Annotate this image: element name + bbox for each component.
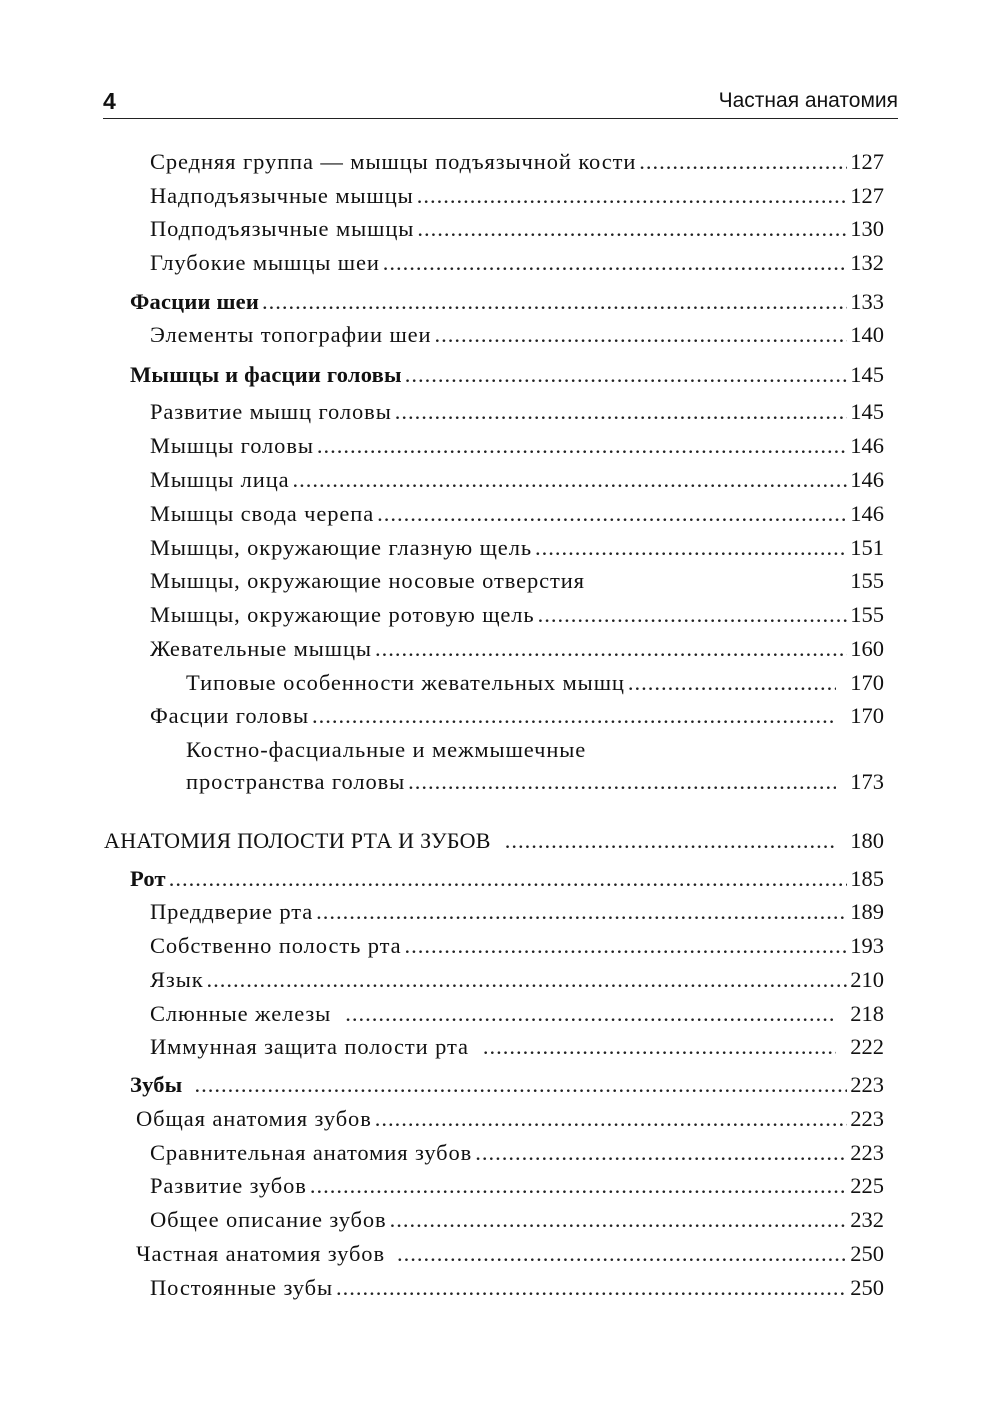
- toc-entry-title: Фасции головы: [150, 703, 310, 728]
- toc-entry-page: 127: [850, 183, 884, 208]
- toc-leader-dots: [390, 1206, 848, 1234]
- toc-leader-dots: [538, 601, 848, 629]
- toc-entry-page: 146: [850, 467, 884, 492]
- toc-leader-dots: [262, 288, 847, 316]
- toc-leader-dots: [312, 702, 836, 730]
- toc-entry-title: Развитие мышц головы: [150, 399, 392, 424]
- toc-entry-page: 232: [850, 1207, 884, 1232]
- toc-entry-title: Рот: [130, 866, 166, 891]
- toc-leader-dots: [417, 182, 848, 210]
- toc-entry-title: Слюнные железы: [150, 1001, 332, 1026]
- toc-leader-dots: [475, 1139, 847, 1167]
- toc-entry-title: Мышцы головы: [150, 433, 314, 458]
- toc-entry[interactable]: [150, 1139, 884, 1167]
- toc-entry-title: Сравнительная анатомия зубов: [150, 1140, 473, 1165]
- toc-entry-title: Мышцы и фасции головы: [130, 362, 402, 387]
- toc-entry-title: Язык: [150, 967, 204, 992]
- toc-section-title: АНАТОМИЯ ПОЛОСТИ РТА И ЗУБОВ: [104, 828, 491, 853]
- toc-entry[interactable]: [150, 215, 884, 243]
- toc-entry-page: 146: [850, 433, 884, 458]
- toc-entry[interactable]: [150, 249, 884, 277]
- toc-entry[interactable]: [150, 601, 884, 629]
- toc-entry[interactable]: [150, 398, 884, 426]
- toc-leader-dots: [207, 966, 848, 994]
- toc-entry-title: Средняя группа — мышцы подъязычной кости: [150, 149, 637, 174]
- toc-leader-dots: [345, 1000, 836, 1028]
- toc-leader-dots: [375, 1105, 848, 1133]
- toc-entry[interactable]: [136, 1105, 884, 1133]
- running-title: Частная анатомия: [718, 89, 898, 112]
- toc-entry[interactable]: [150, 567, 884, 595]
- toc-entry-page: 222: [850, 1034, 884, 1059]
- toc-entry-subsection[interactable]: [130, 288, 884, 316]
- toc-entry-page: 218: [850, 1001, 884, 1026]
- toc-entry-page: 185: [850, 866, 884, 891]
- toc-entry-title: Надподъязычные мышцы: [150, 183, 414, 208]
- toc-entry-page: 189: [850, 899, 884, 924]
- toc-entry-page: 180: [850, 828, 884, 853]
- toc-entry-title: Общая анатомия зубов: [136, 1106, 372, 1131]
- toc-entry-page: 151: [850, 535, 884, 560]
- toc-entry[interactable]: [150, 966, 884, 994]
- toc-leader-dots: [535, 534, 847, 562]
- toc-entry-title: Мышцы, окружающие носовые отверстия: [150, 568, 585, 593]
- toc-leader-dots: [483, 1033, 836, 1061]
- toc-entry[interactable]: [150, 321, 884, 349]
- toc-entry[interactable]: [150, 702, 884, 730]
- toc-entry-title: Мышцы лица: [150, 467, 290, 492]
- toc-entry-page: 155: [850, 602, 884, 627]
- toc-entry-title: Постоянные зубы: [150, 1275, 333, 1300]
- toc-leader-dots: [336, 1274, 847, 1302]
- toc-entry-page: 250: [850, 1275, 884, 1300]
- toc-leader-dots: [194, 1071, 847, 1099]
- toc-entry-page: 223: [850, 1140, 884, 1165]
- toc-entry[interactable]: [150, 1206, 884, 1234]
- toc-entry-page: 170: [850, 703, 884, 728]
- toc-leader-dots: [639, 148, 847, 176]
- toc-entry-title: Частная анатомия зубов: [136, 1241, 385, 1266]
- toc-entry-section[interactable]: [104, 827, 884, 855]
- toc-entry-title-line2: пространства головы: [186, 769, 406, 794]
- toc-entry-title: Элементы топографии шеи: [150, 322, 432, 347]
- toc-entry-page: 210: [850, 967, 884, 992]
- toc-entry-title: Мышцы, окружающие ротовую щель: [150, 602, 535, 627]
- toc-entry[interactable]: [150, 1274, 884, 1302]
- toc-entry-page: 132: [850, 250, 884, 275]
- toc-leader-dots: [395, 398, 848, 426]
- toc-entry-page: 145: [850, 399, 884, 424]
- toc-entry-title: Зубы: [130, 1072, 183, 1097]
- toc-entry-title: Мышцы свода черепа: [150, 501, 375, 526]
- toc-leader-dots: [408, 768, 836, 796]
- toc-entry[interactable]: [150, 1172, 884, 1200]
- toc-entry-title: Иммунная защита полости рта: [150, 1034, 469, 1059]
- toc-entry-page: 140: [850, 322, 884, 347]
- toc-entry[interactable]: [186, 768, 884, 796]
- toc-entry[interactable]: [136, 1240, 884, 1268]
- toc-leader-dots: [397, 1240, 847, 1268]
- toc-entry-subsection[interactable]: [130, 361, 884, 389]
- toc-entry-page: 223: [850, 1072, 884, 1097]
- toc-entry-page: 133: [850, 289, 884, 314]
- toc-entry-page: 193: [850, 933, 884, 958]
- toc-leader-dots: [405, 361, 848, 389]
- toc-leader-dots: [317, 432, 847, 460]
- toc-entry-title: Жевательные мышцы: [150, 636, 372, 661]
- toc-entry-page: 146: [850, 501, 884, 526]
- toc-entry-title: Собственно полость рта: [150, 933, 402, 958]
- toc-entry-page: 250: [850, 1241, 884, 1266]
- toc-entry-title: Общее описание зубов: [150, 1207, 387, 1232]
- toc-entry[interactable]: [150, 500, 884, 528]
- toc-entry-page: 127: [850, 149, 884, 174]
- toc-entry[interactable]: [150, 898, 884, 926]
- toc-entry-subsection[interactable]: [130, 1071, 884, 1099]
- toc-entry-title-line1: Костно-фасциальные и межмышечные: [186, 737, 587, 762]
- page-number: 4: [103, 88, 116, 114]
- toc-leader-dots: [628, 669, 836, 697]
- toc-entry-page: 155: [850, 568, 884, 593]
- toc-leader-dots: [417, 215, 847, 243]
- toc-entry-page: 145: [850, 362, 884, 387]
- toc-entry-title: Типовые особенности жевательных мышц: [186, 670, 625, 695]
- toc-entry-page: 225: [850, 1173, 884, 1198]
- toc-entry[interactable]: [186, 669, 884, 697]
- toc-leader-dots: [316, 898, 847, 926]
- toc-leader-dots: [383, 249, 847, 277]
- toc-entry-title: Развитие зубов: [150, 1173, 307, 1198]
- toc-entry-title: Подподъязычные мышцы: [150, 216, 415, 241]
- toc-entry-page: 173: [850, 769, 884, 794]
- toc-entry-page: 130: [850, 216, 884, 241]
- toc-entry[interactable]: [150, 932, 884, 960]
- toc-entry[interactable]: [150, 466, 884, 494]
- toc-entry[interactable]: [150, 432, 884, 460]
- toc-leader-dots: [293, 466, 848, 494]
- toc-entry[interactable]: [150, 635, 884, 663]
- toc-leader-dots: [405, 932, 848, 960]
- toc-leader-dots: [169, 865, 847, 893]
- toc-entry-title: Глубокие мышцы шеи: [150, 250, 380, 275]
- toc-entry-title: Фасции шеи: [130, 289, 260, 314]
- toc-leader-dots: [377, 500, 847, 528]
- toc-entry[interactable]: [150, 1033, 884, 1061]
- toc-leader-dots: [435, 321, 848, 349]
- toc-entry-subsection[interactable]: [130, 865, 884, 893]
- toc-leader-dots: [310, 1172, 847, 1200]
- toc-entry-title: Мышцы, окружающие глазную щель: [150, 535, 532, 560]
- toc-leader-dots: [375, 635, 847, 663]
- toc-entry-page: 160: [850, 636, 884, 661]
- toc-entry-page: 223: [850, 1106, 884, 1131]
- toc-entry-page: 170: [850, 670, 884, 695]
- toc-entry[interactable]: [150, 534, 884, 562]
- toc-leader-dots: [505, 827, 836, 855]
- toc-entry[interactable]: [150, 148, 884, 176]
- toc-entry[interactable]: [150, 182, 884, 210]
- toc-entry[interactable]: [150, 1000, 884, 1028]
- toc-entry-title: Преддверие рта: [150, 899, 314, 924]
